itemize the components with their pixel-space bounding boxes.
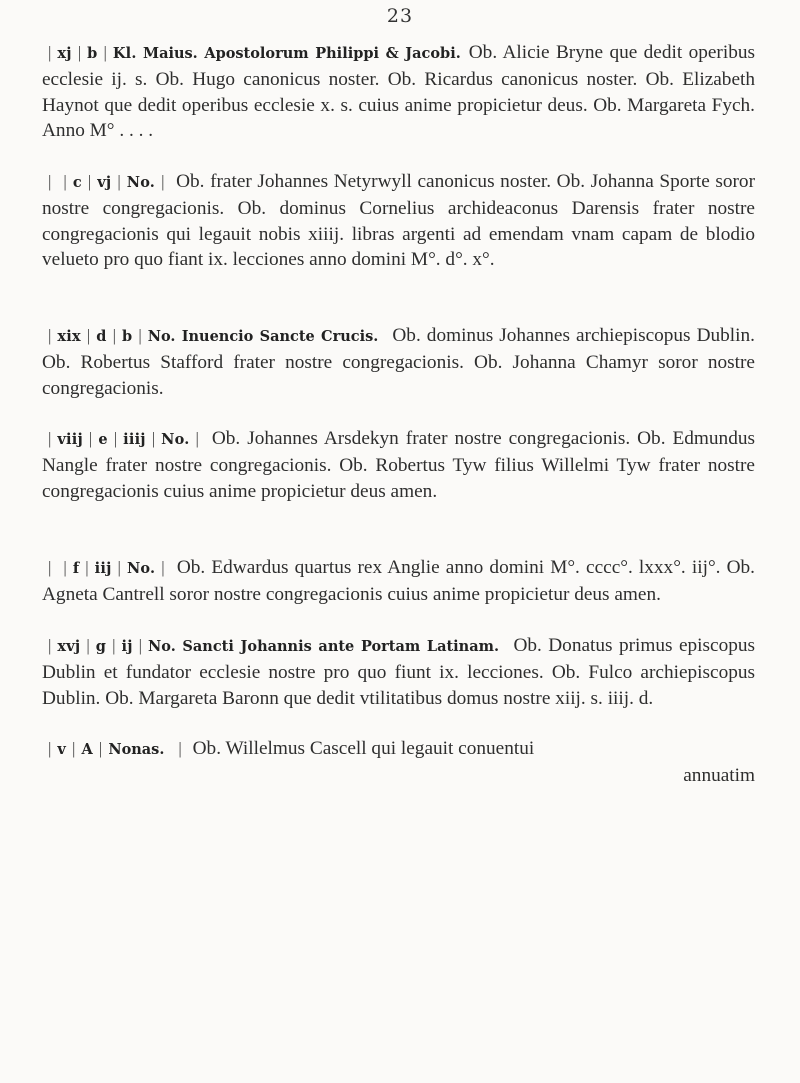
nones-marker: No. bbox=[126, 174, 156, 191]
feast-title: No. Sancti Johannis ante Portam Latinam. bbox=[148, 638, 499, 655]
dominical-letter: b bbox=[87, 45, 98, 62]
entry-may-6: | xvj | g | ij | No. Sancti Johannis ante Portam Latinam. Ob. Donatus primus episcopus Dublin et fundator ecclesie nostre pro quo fiunt ix. lecciones. Ob. Fulco archiepiscopus Dublin. Ob. Margareta Baronn que dedit vtilitatibus domus nostre xiij. s. iiij. d. bbox=[42, 635, 755, 709]
entry-may-4: | viij | e | iiij | No. | Ob. Johannes Arsdekyn frater nostre congregacionis. Ob. Edmundus Nangle frater nostre congregacionis. Ob. Robertus Tyw filius Willelmi Tyw frater nostre congregacionis cuius anime propicietur deus amen. bbox=[42, 428, 755, 502]
kalends-marker: ij bbox=[121, 638, 133, 655]
kalends-marker: iiij bbox=[123, 431, 146, 448]
day-letter: viij bbox=[57, 431, 83, 448]
obit-text: Ob. dominus Johannes archiepiscopus Dublin. Ob. Robertus Stafford frater nostre congregacionis. Ob. Johanna Chamyr soror nostre congregacionis. bbox=[42, 325, 755, 399]
dominical-letter: c bbox=[72, 174, 82, 191]
obit-text-continued: annuatim bbox=[683, 764, 755, 786]
entry-may-3: | xix | d | b | No. Inuencio Sancte Crucis. Ob. dominus Johannes archiepiscopus Dublin. Ob. Robertus Stafford frater nostre congregacionis. Ob. Johanna Chamyr soror nostre congregacionis. bbox=[42, 325, 755, 399]
feast-title: No. Inuencio Sancte Crucis. bbox=[147, 328, 379, 345]
dominical-letter: f bbox=[72, 560, 80, 577]
kalends-marker: iij bbox=[94, 560, 112, 577]
day-letter: v bbox=[57, 741, 67, 758]
obit-text: Ob. Willelmus Cascell qui legauit conuentui bbox=[192, 738, 535, 759]
obit-text: Ob. Alicie Bryne que dedit operibus ecclesie ij. s. Ob. Hugo canonicus noster. Ob. Ricardus canonicus noster. Ob. Elizabeth Haynot que dedit operibus ecclesie x. s. cuius anime propicietur deus. Ob. Margareta Fych. Anno M° . . . . bbox=[42, 42, 755, 142]
nones-title: Nonas. bbox=[108, 741, 165, 758]
kalends-marker: b bbox=[121, 328, 133, 345]
page-number: 23 bbox=[386, 5, 414, 27]
dominical-letter: e bbox=[98, 431, 108, 448]
dominical-letter: g bbox=[95, 638, 107, 655]
nones-marker: No. bbox=[161, 431, 190, 448]
entry-may-7: | v | A | Nonas. | Ob. Willelmus Cascell qui legauit conuentui annuatim bbox=[42, 736, 755, 789]
obit-text: Ob. Johannes Arsdekyn frater nostre congregacionis. Ob. Edmundus Nangle frater nostre congregacionis. Ob. Robertus Tyw filius Willelmi Tyw frater nostre congregacionis cuius anime propicietur deus amen. bbox=[42, 428, 755, 502]
kalends-marker: Kl. bbox=[112, 45, 137, 62]
day-letter: xvj bbox=[57, 638, 81, 655]
entry-may-2: | | c | vj | No. | Ob. frater Johannes Netyrwyll canonicus noster. Ob. Johanna Sporte soror nostre congregacionis. Ob. dominus Cornelius archideaconus Darensis frater nostre congregacionis qui legauit nobis xiiij. libras argenti ad emendam vnam capam de blodio velueto pro quo fiant ix. lecciones anno domini M°. d°. x°. bbox=[42, 171, 755, 271]
dominical-letter: d bbox=[96, 328, 107, 345]
feast-title: Maius. Apostolorum Philippi & Jacobi. bbox=[143, 45, 461, 62]
dominical-letter: A bbox=[81, 741, 93, 758]
obit-text: Ob. Edwardus quartus rex Anglie anno domini M°. cccc°. lxxx°. iij°. Ob. Agneta Cantrell soror nostre congregacionis cuius anime propicietur deus amen. bbox=[42, 557, 755, 605]
obit-text: Ob. frater Johannes Netyrwyll canonicus noster. Ob. Johanna Sporte soror nostre congregacionis. Ob. dominus Cornelius archideaconus Darensis frater nostre congregacionis qui legauit nobis xiiij. libras argenti ad emendam vnam capam de blodio velueto pro quo fiant ix. lecciones anno domini M°. d°. x°. bbox=[42, 171, 755, 271]
kalends-marker: vj bbox=[97, 174, 112, 191]
nones-marker: No. bbox=[126, 560, 156, 577]
day-letter: xj bbox=[57, 45, 72, 62]
entry-may-1: | xj | b | Kl. Maius. Apostolorum Philippi & Jacobi. Ob. Alicie Bryne que dedit operibus ecclesie ij. s. Ob. Hugo canonicus noster. Ob. Ricardus canonicus noster. Ob. Elizabeth Haynot que dedit operibus ecclesie x. s. cuius anime propicietur deus. Ob. Margareta Fych. Anno M° . . . . bbox=[42, 42, 755, 142]
day-letter: xix bbox=[57, 328, 81, 345]
entry-may-5: | | f | iij | No. | Ob. Edwardus quartus rex Anglie anno domini M°. cccc°. lxxx°. iij°. Ob. Agneta Cantrell soror nostre congregacionis cuius anime propicietur deus amen. bbox=[42, 557, 755, 605]
obit-text: Ob. Donatus primus episcopus Dublin et fundator ecclesie nostre pro quo fiunt ix. lecciones. Ob. Fulco archiepiscopus Dublin. Ob. Margareta Baronn que dedit vtilitatibus domus nostre xiij. s. iiij. d. bbox=[42, 635, 755, 709]
